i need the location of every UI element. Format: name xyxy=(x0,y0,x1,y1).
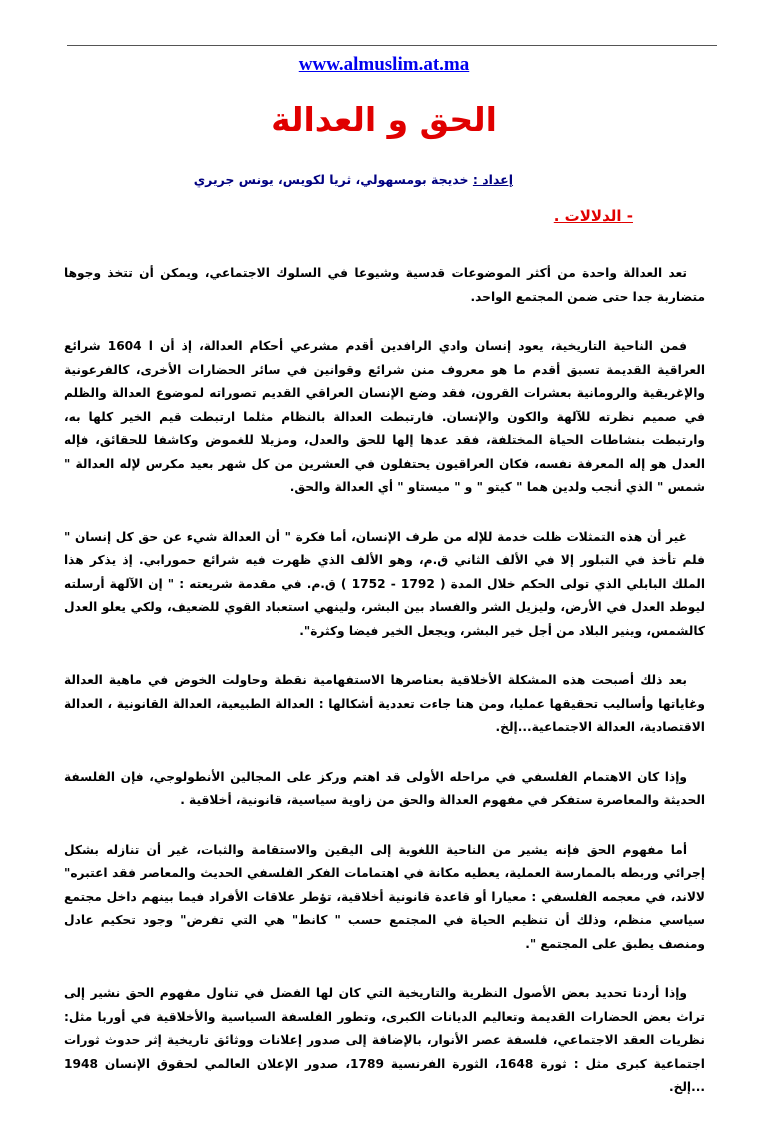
article-body xyxy=(64,262,705,1126)
paragraph: فمن الناحية التاريخية، يعود إنسان وادي الرافدين أقدم مشرعي أحكام العدالة، إذ أن ا 1604 شرائع العراقية القديمة تسبق أقدم ما هو معروف منن شرائع وقوانين في سائر الحضارات الأخرى، كالفرعونية والإغريقية والرومانية بعشرات القرون، فقد وضع الإنسان العراقي القديم تصوراته لموضوع العدالة والظلم في صميم نظرته للآلهة والكون والإنسان. فارتبطت العدالة بالنظام مثلما ارتبطت قيم الخير كلها به، وارتبطت بنشاطات الحياة المختلفة، فقد عدها إلها للحق والعدل، ومزيلا للغموض وكاشفا للحقائق، فإله العدل هو إله المعرفة نفسه، فكان العراقيون يحتفلون في العشرين من كل شهر بعيد مكرس لإله العدالة " شمس " الذي أنجب ولدين هما " كيتو " و " ميستاو " أي العدالة والحق. xyxy=(64,339,705,494)
section-heading xyxy=(554,207,633,225)
paragraph: بعد ذلك أصبحت هذه المشكلة الأخلاقية بعناصرها الاستفهامية نقطة وحاولت الخوض في ماهية العدالة وغاياتها وأساليب تحقيقها عمليا، ومن هنا جاءت تعددية أشكالها : العدالة الطبيعية، العدالة القانونية ، العدالة الاقتصادية، العدالة الاجتماعية...إلخ. xyxy=(64,673,705,734)
paragraph: تعد العدالة واحدة من أكثر الموضوعات قدسية وشيوعا في السلوك الاجتماعي، ويمكن أن تتخذ وجوها متضاربة جدا حتى ضمن المجتمع الواحد. xyxy=(64,266,705,304)
top-divider xyxy=(67,45,717,46)
site-url-link[interactable]: www.almuslim.at.ma xyxy=(298,54,470,75)
paragraph: غير أن هذه التمثلات ظلت خدمة للإله من طرف الإنسان، أما فكرة " أن العدالة شيء عن حق كل إنسان " فلم تأخذ في التبلور إلا في الألف الثاني ق.م، وهو الألف الذي ظهرت فيه شرائع حمورابي. إذ يذكر هذا الملك البابلي الذي تولى الحكم خلال المدة ( 1792 - 1752 ) ق.م. في مقدمة شريعته : " إن الآلهة أرسلته ليوطد العدل في الأرض، وليزيل الشر والفساد بين البشر، ولينهي استعباد القوي للضعيف، ولكي يعلو العدل كالشمس، وينير البلاد من أجل خير البشر، ويجعل الخير فيضا وكثرة". xyxy=(64,529,705,638)
paragraph: أما مفهوم الحق فإنه يشير من الناحية اللغوية إلى اليقين والاستقامة والثبات، غير أن تنازله بشكل إجرائي وربطه بالممارسة العملية، يعطيه مكانة في اهتمامات الفكر الفلسفي الحديث والمعاصر فقد اعتبره" لالاند، في معجمه الفلسفي : معيارا أو قاعدة قانونية أخلاقية، تؤطر علاقات الأفراد فيما بينهم داخل مجتمع سياسي منظم، وذلك أن تنظيم الحياة في المجتمع حسب " كانط" هي التي تفرض" وجود تحكيم عادل ومنصف يطبق على المجتمع ". xyxy=(64,842,705,951)
section-heading-prefix: - xyxy=(621,207,633,225)
paragraph: وإذا كان الاهتمام الفلسفي في مراحله الأولى قد اهتم وركز على المجالين الأنطولوجي، فإن الفلسفة الحديثة والمعاصرة ستفكر في مفهوم العدالة والحق من زاوية سياسية، قانونية، أخلاقية . xyxy=(64,769,705,807)
authors-label: إعداد : xyxy=(472,172,513,187)
section-heading-text: الدلالات . xyxy=(553,207,622,225)
authors-names: خديجة بومسهولي، ثريا لكويس، يونس جريري xyxy=(193,172,473,187)
page-title: الحق و العدالة xyxy=(271,100,497,139)
paragraph: وإذا أردنا تحديد بعض الأصول النظرية والتاريخية التي كان لها الفضل في تناول مفهوم الحق نشير إلى تراث بعض الحضارات القديمة وتعاليم الديانات الكبرى، وتطور الفلسفة السياسية والأخلاقية في أوربا مثل: نظريات العقد الاجتماعي، فلسفة عصر الأنوار، بالإضافة إلى صدور إعلانات ووثائق تاريخية إثر حدوث ثورات اجتماعية كبرى مثل : ثورة 1648، الثورة الفرنسية 1789، صدور الإعلان العالمي لحقوق الإنسان 1948 ...إلخ. xyxy=(64,986,705,1094)
authors-line xyxy=(194,172,513,187)
